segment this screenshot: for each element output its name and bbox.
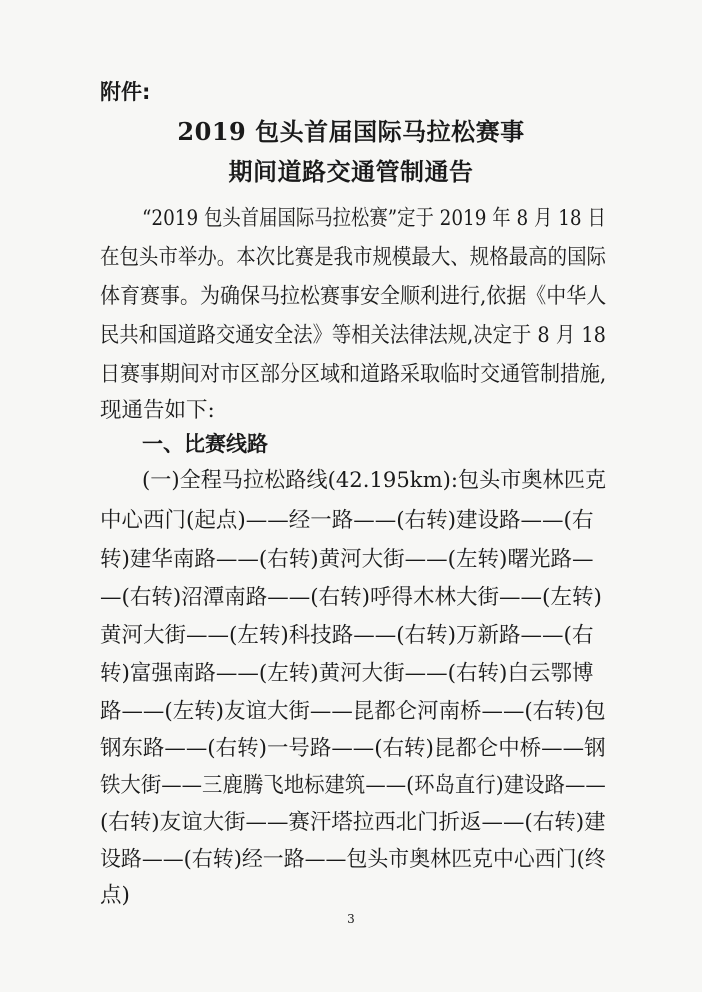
- intro-line: 日赛事期间对市区部分区域和道路采取临时交通管制措施,: [100, 362, 607, 387]
- route-line: 转)建华南路——(右转)黄河大街——(左转)曙光路—: [100, 547, 594, 572]
- attachment-label: 附件:: [100, 80, 151, 104]
- intro-line: 现通告如下:: [100, 398, 215, 423]
- route-line: 黄河大街——(左转)科技路——(右转)万新路——(右: [100, 623, 594, 648]
- intro-line: 在包头市举办。本次比赛是我市规模最大、规格最高的国际: [100, 245, 607, 270]
- intro-line: “2019 包头首届国际马拉松赛”定于 2019 年 8 月 18 日: [142, 206, 606, 231]
- page-number: 3: [347, 912, 355, 926]
- route-line: 中心西门(起点)——经一路——(右转)建设路——(右: [100, 508, 594, 533]
- route-line: 设路——(右转)经一路——包头市奥林匹克中心西门(终: [100, 847, 606, 872]
- route-line: 转)富强南路——(左转)黄河大街——(右转)白云鄂博: [100, 661, 594, 686]
- intro-line: 体育赛事。为确保马拉松赛事安全顺利进行,依据《中华人: [100, 284, 607, 309]
- route-line: 点): [100, 883, 130, 908]
- route-line: 路——(左转)友谊大街——昆都仑河南桥——(右转)包: [100, 699, 606, 724]
- route-line: 铁大街——三鹿腾飞地标建筑——(环岛直行)建设路——: [100, 773, 606, 798]
- route-line: (一)全程马拉松路线(42.195km):包头市奥林匹克: [142, 468, 606, 493]
- route-line: 钢东路——(右转)一号路——(右转)昆都仑中桥——钢: [100, 736, 606, 761]
- intro-line: 民共和国道路交通安全法》等相关法律法规,决定于 8 月 18: [100, 323, 606, 348]
- route-line: —(右转)沼潭南路——(右转)呼得木林大街——(左转): [100, 585, 602, 610]
- document-title-line-2: 期间道路交通管制通告: [228, 157, 474, 186]
- section-heading: 一、比赛线路: [142, 432, 268, 456]
- document-title-line-1: 2019 包头首届国际马拉松赛事: [177, 117, 525, 146]
- route-line: (右转)友谊大街——赛汗塔拉西北门折返——(右转)建: [100, 810, 606, 835]
